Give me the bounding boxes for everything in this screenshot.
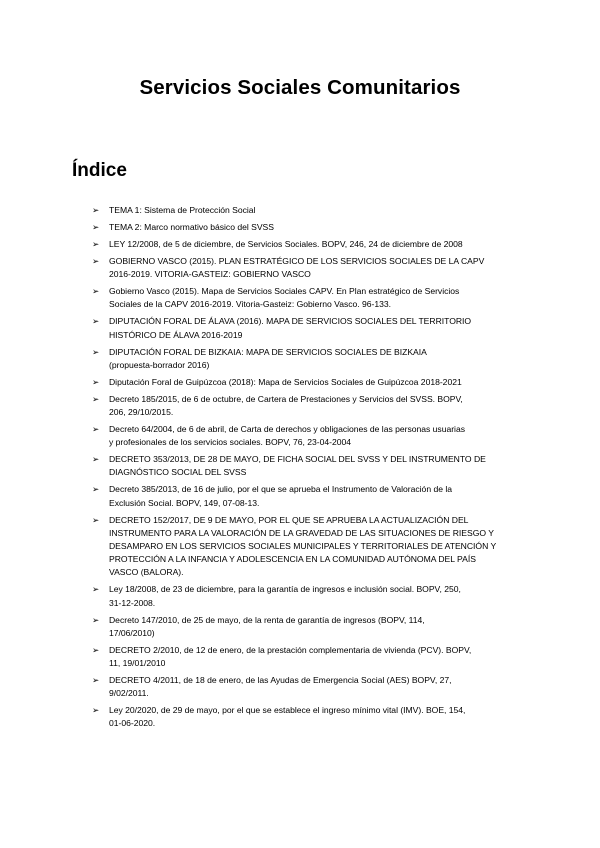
list-item-text: Decreto 385/2013, de 16 de julio, por el que se aprueba el Instrumento de Valoración de la xyxy=(109,484,452,495)
list-item-text: Diputación Foral de Guipúzcoa (2018): Mapa de Servicios Sociales de Guipúzcoa 2018-2021 xyxy=(109,376,462,387)
list-item-text: TEMA 2: Marco normativo básico del SVSS xyxy=(109,222,274,232)
list-item-text: 11, 19/01/2010 xyxy=(109,658,166,669)
list-item-text: Exclusión Social. BOPV, 149, 07-08-13. xyxy=(109,497,260,508)
list-item-text: PROTECCIÓN A LA INFANCIA Y ADOLESCENCIA EN LA COMUNIDAD AUTÓNOMA DEL PAÍS xyxy=(109,554,476,565)
arrow-bullet-icon: ➢ xyxy=(92,239,100,249)
list-item xyxy=(0,255,600,281)
list-item-text: HISTÓRICO DE ÁLAVA 2016-2019 xyxy=(109,329,243,340)
list-item-text: Decreto 185/2015, de 6 de octubre, de Cartera de Prestaciones y Servicios del SVSS. BOPV, xyxy=(109,393,463,404)
list-item-text: 2016-2019. VITORIA-GASTEIZ: GOBIERNO VASCO xyxy=(109,269,311,280)
arrow-bullet-icon: ➢ xyxy=(92,484,100,495)
list-item xyxy=(0,315,600,341)
arrow-bullet-icon: ➢ xyxy=(92,514,100,525)
list-item xyxy=(0,644,600,670)
list-item-text: LEY 12/2008, de 5 de diciembre, de Servicios Sociales. BOPV, 246, 24 de diciembre de 2008 xyxy=(109,239,463,249)
list-item xyxy=(0,238,600,251)
list-item xyxy=(0,204,600,217)
arrow-bullet-icon: ➢ xyxy=(92,644,100,655)
list-item-text: VASCO (BALORA). xyxy=(109,567,184,578)
arrow-bullet-icon: ➢ xyxy=(92,424,100,435)
list-item-text: 17/06/2010) xyxy=(109,627,155,638)
list-item-text: DECRETO 353/2013, DE 28 DE MAYO, DE FICHA SOCIAL DEL SVSS Y DEL INSTRUMENTO DE xyxy=(109,454,486,465)
list-item xyxy=(0,674,600,700)
list-item-text: Ley 20/2020, de 29 de mayo, por el que se establece el ingreso mínimo vital (IMV). BOE, 154, xyxy=(109,705,466,716)
arrow-bullet-icon: ➢ xyxy=(92,705,100,716)
list-item xyxy=(0,453,600,479)
arrow-bullet-icon: ➢ xyxy=(92,454,100,465)
arrow-bullet-icon: ➢ xyxy=(92,222,100,232)
list-item-text: DIPUTACIÓN FORAL DE BIZKAIA: MAPA DE SERVICIOS SOCIALES DE BIZKAIA xyxy=(109,346,427,357)
list-item xyxy=(0,285,600,311)
arrow-bullet-icon: ➢ xyxy=(92,614,100,625)
list-item xyxy=(0,704,600,730)
list-item-text: DESAMPARO EN LOS SERVICIOS SOCIALES MUNICIPALES Y TERRITORIALES DE ATENCIÓN Y xyxy=(109,541,497,552)
arrow-bullet-icon: ➢ xyxy=(92,205,100,215)
arrow-bullet-icon: ➢ xyxy=(92,393,100,404)
list-item-text: TEMA 1: Sistema de Protección Social xyxy=(109,205,256,215)
list-item-text: Gobierno Vasco (2015). Mapa de Servicios Sociales CAPV. En Plan estratégico de Servicios xyxy=(109,286,460,297)
arrow-bullet-icon: ➢ xyxy=(92,376,100,387)
arrow-bullet-icon: ➢ xyxy=(92,256,100,266)
list-item xyxy=(0,583,600,609)
arrow-bullet-icon: ➢ xyxy=(92,584,100,595)
arrow-bullet-icon: ➢ xyxy=(92,286,100,297)
arrow-bullet-icon: ➢ xyxy=(92,316,100,327)
list-item xyxy=(0,221,600,234)
list-item-text: Decreto 64/2004, de 6 de abril, de Carta de derechos y obligaciones de las personas usuarias xyxy=(109,424,465,435)
list-item-text: INSTRUMENTO PARA LA VALORACIÓN DE LA GRAVEDAD DE LAS SITUACIONES DE RIESGO Y xyxy=(109,527,494,538)
list-item xyxy=(0,393,600,419)
list-item-text: DECRETO 152/2017, DE 9 DE MAYO, POR EL QUE SE APRUEBA LA ACTUALIZACIÓN DEL xyxy=(109,514,469,525)
list-item xyxy=(0,483,600,509)
list-item-text: 01-06-2020. xyxy=(109,718,156,729)
arrow-bullet-icon: ➢ xyxy=(92,346,100,357)
list-item-text: DECRETO 4/2011, de 18 de enero, de las Ayudas de Emergencia Social (AES) BOPV, 27, xyxy=(109,675,452,686)
list-item-text: 31-12-2008. xyxy=(109,597,156,608)
list-item xyxy=(0,423,600,449)
list-item-text: DIPUTACIÓN FORAL DE ÁLAVA (2016). MAPA DE SERVICIOS SOCIALES DEL TERRITORIO xyxy=(109,316,472,327)
list-item xyxy=(0,346,600,372)
index-heading: Índice xyxy=(72,160,127,181)
arrow-bullet-icon: ➢ xyxy=(92,675,100,686)
list-item xyxy=(0,376,600,389)
list-item-text: DIAGNÓSTICO SOCIAL DEL SVSS xyxy=(109,467,247,478)
index-list xyxy=(0,204,600,734)
list-item xyxy=(0,514,600,580)
list-item-text: Decreto 147/2010, de 25 de mayo, de la renta de garantía de ingresos (BOPV, 114, xyxy=(109,614,425,625)
list-item-text: (propuesta-borrador 2016) xyxy=(109,359,210,370)
list-item-text: 206, 29/10/2015. xyxy=(109,407,174,418)
page-title: Servicios Sociales Comunitarios xyxy=(139,76,461,99)
list-item-text: GOBIERNO VASCO (2015). PLAN ESTRATÉGICO DE LOS SERVICIOS SOCIALES DE LA CAPV xyxy=(109,256,485,266)
list-item-text: DECRETO 2/2010, de 12 de enero, de la prestación complementaria de vivienda (PCV). BOPV, xyxy=(109,644,472,655)
list-item-text: Ley 18/2008, de 23 de diciembre, para la garantía de ingresos e inclusión social. BOPV, 250, xyxy=(109,584,461,595)
list-item-text: 9/02/2011. xyxy=(109,688,149,699)
list-item xyxy=(0,614,600,640)
list-item-text: Sociales de la CAPV 2016-2019. Vitoria-Gasteiz: Gobierno Vasco. 96-133. xyxy=(109,299,392,310)
list-item-text: y profesionales de los servicios sociales. BOPV, 76, 23-04-2004 xyxy=(109,437,352,448)
